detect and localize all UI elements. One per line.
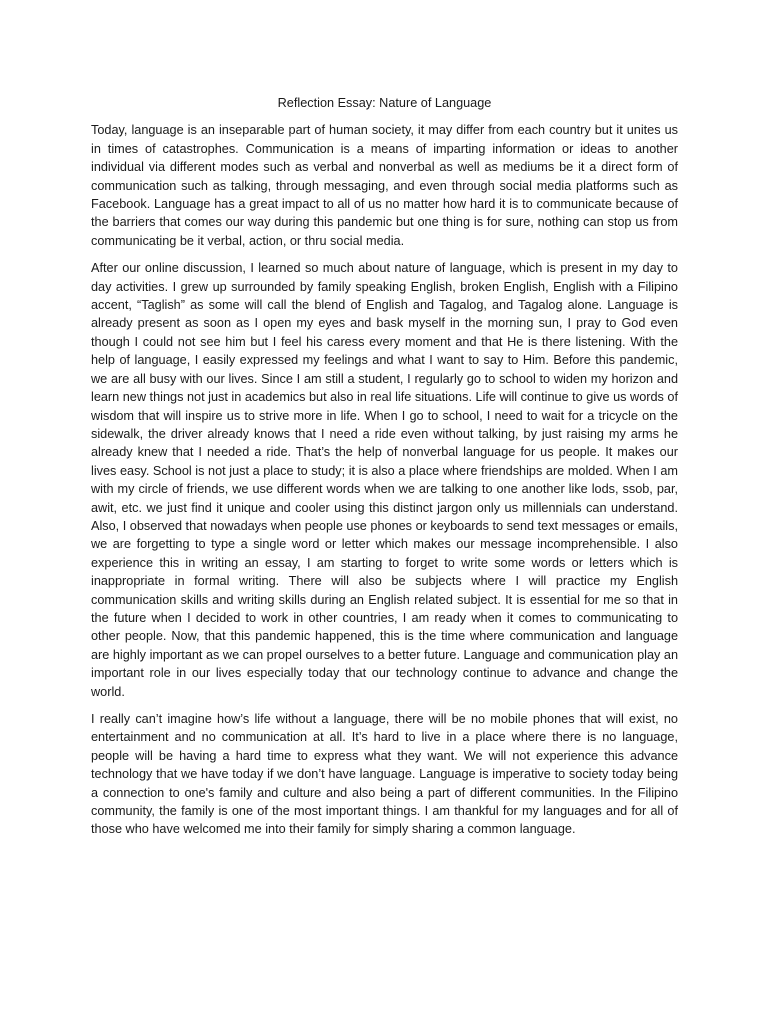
paragraph-3: I really can’t imagine how’s life without a language, there will be no mobile phones that will exist, no entertainment and no communication at all. It’s hard to live in a place where there is no language, people will be having a hard time to express what they want. We will not experience this advance technology that we have today if we don’t have language. Language is imperative to society today being a connection to one's family and culture and also being a part of different communities. In the Filipino community, the family is one of the most important things. I am thankful for my languages and for all of those who have welcomed me into their family for simply sharing a common language.: [91, 712, 678, 837]
paragraph-2: After our online discussion, I learned so much about nature of language, which is present in my day to day activities. I grew up surrounded by family speaking English, broken English, English with a Filipino accent, “Taglish” as some will call the blend of English and Tagalog, and Tagalog alone. Language is already present as soon as I open my eyes and bask myself in the morning sun, I pray to God even though I could not see him but I feel his caress every moment and that He is there listening. With the help of language, I easily expressed my feelings and what I want to say to Him. Before this pandemic, we are all busy with our lives. Since I am still a student, I regularly go to school to widen my horizon and learn new things not just in academics but also in real life situations. Life will continue to give us words of wisdom that will inspire us to strive more in life. When I go to school, I need to wait for a tricycle on the sidewalk, the driver already knows that I need a ride even without talking, by just raising my arms he already knew that I needed a ride. That’s the help of nonverbal language for us people. It makes our lives easy. School is not just a place to study; it is also a place where friendships are molded. When I am with my circle of friends, we use different words when we are talking to one another like lods, ssob, par, awit, etc. we just find it unique and cooler using this distinct jargon only us millennials can understand. Also, I observed that nowadays when people use phones or keyboards to send text messages or emails, we are forgetting to type a single word or letter which makes our message incomprehensible. I also experience this in writing an essay, I am starting to forget to write some words or letters which is inappropriate in formal writing. There will also be subjects where I will practice my English communication skills and writing skills during an English related subject. It is essential for me so that in the future when I decided to work in other countries, I am ready when it comes to communicating to other people. Now, that this pandemic happened, this is the time where communication and language are highly important as we can propel ourselves to a better future. Language and communication play an important role in our lives especially today that our technology continue to advance and change the world.: [91, 261, 678, 699]
document-body: [91, 94, 678, 848]
paragraph-1: Today, language is an inseparable part of human society, it may differ from each country but it unites us in times of catastrophes. Communication is a means of imparting information or ideas to another individual via different modes such as verbal and nonverbal as well as mediums be it a direct form of communication such as talking, through messaging, and even through social media platforms such as Facebook. Language has a great impact to all of us no matter how hard it is to communicate because of the barriers that comes our way during this pandemic but one thing is for sure, nothing can stop us from communicating be it verbal, action, or thru social media.: [91, 123, 678, 248]
page-title: Reflection Essay: Nature of Language: [277, 96, 492, 110]
